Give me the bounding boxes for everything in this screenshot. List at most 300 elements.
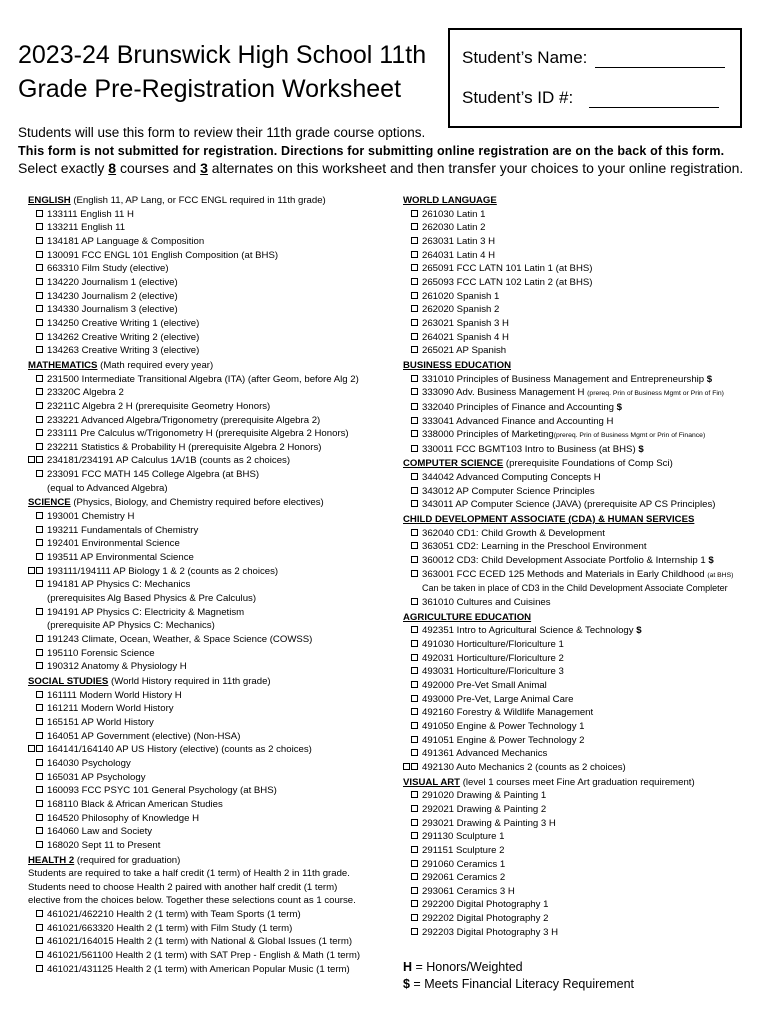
course-item[interactable]: 338000 Principles of Marketing(prereq. Prin of Business Mgmt or Prin of Finance) — [403, 428, 763, 443]
course-label: 168020 Sept 11 to Present — [47, 839, 161, 851]
course-item[interactable] — [403, 803, 763, 817]
checkbox[interactable] — [36, 526, 43, 533]
course-label: 261030 Latin 1 — [422, 208, 486, 220]
social-studies-heading: SOCIAL STUDIES (World History required in 11th grade) — [28, 675, 271, 687]
course-label: 130091 FCC ENGL 101 English Composition (at BHS) — [47, 249, 279, 261]
course-item[interactable] — [28, 303, 398, 317]
course-item[interactable] — [28, 633, 398, 647]
course-label: 232211 Statistics & Probability H (prerequisite Algebra 2 Honors) — [47, 441, 322, 453]
title-line-1: 2023-24 Brunswick High School 11th — [18, 41, 427, 69]
checkbox[interactable] — [411, 626, 418, 633]
checkbox[interactable] — [411, 305, 418, 312]
course-item[interactable] — [403, 344, 763, 358]
course-item[interactable] — [28, 702, 398, 716]
course-item[interactable] — [403, 303, 763, 317]
course-item[interactable] — [28, 757, 398, 771]
course-item[interactable] — [28, 537, 398, 551]
checkbox[interactable] — [36, 759, 43, 766]
checkbox[interactable] — [36, 264, 43, 271]
course-item[interactable] — [403, 485, 763, 499]
course-item[interactable] — [403, 471, 763, 485]
course-item[interactable]: 332040 Principles of Finance and Accounting $ — [403, 401, 763, 415]
course-item[interactable] — [28, 235, 398, 249]
course-item[interactable] — [403, 706, 763, 720]
course-label: 344042 Advanced Computing Concepts H — [422, 472, 601, 484]
course-label: 461021/462210 Health 2 (1 term) with Team Sports (1 term) — [47, 909, 301, 921]
course-item[interactable]: 330011 FCC BGMT103 Intro to Business (at BHS) $ — [403, 443, 763, 457]
course-item[interactable] — [28, 510, 398, 524]
course-item[interactable] — [403, 830, 763, 844]
course-label: 165031 AP Psychology — [47, 771, 146, 783]
health-para-2: Students need to choose Health 2 paired with another half credit (1 term) — [28, 881, 338, 893]
course-label: 492031 Horticulture/Floriculture 2 — [422, 652, 564, 664]
course-item[interactable] — [28, 689, 398, 703]
course-item[interactable] — [403, 317, 763, 331]
course-label: 262020 Spanish 2 — [422, 304, 500, 316]
course-item[interactable] — [403, 912, 763, 926]
course-label: 343012 AP Computer Science Principles — [422, 485, 595, 497]
course-label: 292021 Drawing & Painting 2 — [422, 803, 547, 815]
checkbox[interactable] — [36, 745, 43, 752]
agriculture-section — [403, 611, 763, 775]
course-label: 134230 Journalism 2 (elective) — [47, 290, 178, 302]
course-item[interactable]: 333090 Adv. Business Management H (prereq. Prin of Business Mgmt or Prin of Fin) — [403, 386, 763, 401]
course-item[interactable] — [28, 414, 398, 428]
course-label: 362040 CD1: Child Growth & Development — [422, 527, 605, 539]
health-section — [28, 854, 398, 977]
course-item[interactable] — [403, 720, 763, 734]
checkbox[interactable] — [411, 487, 418, 494]
checkbox[interactable] — [36, 319, 43, 326]
course-item[interactable] — [28, 935, 398, 949]
checkbox[interactable] — [36, 237, 43, 244]
course-label: 461021/431125 Health 2 (1 term) with American Popular Music (1 term) — [47, 963, 350, 975]
course-label: 265021 AP Spanish — [422, 345, 507, 357]
checkbox[interactable] — [411, 278, 418, 285]
checkbox[interactable] — [36, 965, 43, 972]
checkbox[interactable] — [411, 417, 418, 424]
course-note: (prerequisites Alg Based Physics & Pre Calculus) — [47, 593, 257, 605]
course-item[interactable] — [28, 249, 398, 263]
course-item[interactable] — [28, 386, 398, 400]
course-item[interactable] — [403, 817, 763, 831]
course-item[interactable] — [28, 730, 398, 744]
checkbox[interactable] — [36, 512, 43, 519]
course-label: 292061 Ceramics 2 — [422, 872, 506, 884]
checkbox[interactable] — [36, 786, 43, 793]
social-studies-section — [28, 675, 398, 853]
checkbox[interactable] — [36, 910, 43, 917]
course-label: 291060 Ceramics 1 — [422, 858, 506, 870]
course-label: 262030 Latin 2 — [422, 222, 486, 234]
course-item[interactable]: 234181/234191 AP Calculus 1A/1B (counts as 2 choices) — [28, 454, 398, 468]
checkbox[interactable] — [411, 681, 418, 688]
course-item[interactable] — [28, 798, 398, 812]
checkbox[interactable] — [36, 567, 43, 574]
science-section — [28, 496, 398, 674]
course-item[interactable] — [403, 638, 763, 652]
cda-heading: CHILD DEVELOPMENT ASSOCIATE (CDA) & HUMAN SERVICES — [403, 514, 695, 526]
checkbox[interactable] — [411, 223, 418, 230]
course-item[interactable]: 492351 Intro to Agricultural Science & Technology $ — [403, 624, 763, 638]
checkbox[interactable] — [36, 951, 43, 958]
checkbox[interactable] — [411, 819, 418, 826]
course-item[interactable] — [403, 331, 763, 345]
course-item[interactable] — [28, 922, 398, 936]
course-item[interactable] — [403, 498, 763, 512]
course-label: 492160 Forestry & Wildlife Management — [422, 707, 594, 719]
course-item[interactable] — [28, 344, 398, 358]
checkbox[interactable] — [36, 553, 43, 560]
course-label: 292203 Digital Photography 3 H — [422, 926, 559, 938]
checkbox[interactable] — [36, 800, 43, 807]
student-id-field[interactable] — [589, 91, 719, 108]
course-label: 160093 FCC PSYC 101 General Psychology (at BHS) — [47, 785, 277, 797]
checkbox[interactable] — [411, 445, 418, 452]
course-label: 161111 Modern World History H — [47, 689, 182, 701]
course-label: 23320C Algebra 2 — [47, 387, 124, 399]
course-label: 491050 Engine & Power Technology 1 — [422, 720, 585, 732]
checkbox[interactable] — [411, 860, 418, 867]
course-label: 293061 Ceramics 3 H — [422, 885, 515, 897]
checkbox[interactable] — [411, 695, 418, 702]
course-item[interactable] — [28, 276, 398, 290]
checkbox[interactable] — [411, 556, 418, 563]
checkbox[interactable] — [28, 745, 35, 752]
checkbox[interactable] — [36, 416, 43, 423]
checkbox[interactable] — [411, 900, 418, 907]
course-label: 491051 Engine & Power Technology 2 — [422, 734, 585, 746]
agriculture-heading: AGRICULTURE EDUCATION — [403, 611, 532, 623]
course-label: 291020 Drawing & Painting 1 — [422, 790, 547, 802]
checkbox[interactable] — [411, 914, 418, 921]
checkbox[interactable] — [411, 708, 418, 715]
intro-line-2: This form is not submitted for registration. Directions for submitting online registration are on the back of this form. — [18, 144, 725, 158]
course-label: 292200 Digital Photography 1 — [422, 899, 549, 911]
course-item[interactable] — [403, 734, 763, 748]
checkbox[interactable] — [411, 654, 418, 661]
course-label: 233111 Pre Calculus w/Trigonometry H (prerequisite Algebra 2 Honors) — [47, 428, 349, 440]
course-label: 265093 FCC LATN 102 Latin 2 (at BHS) — [422, 276, 593, 288]
course-item[interactable] — [28, 551, 398, 565]
checkbox[interactable] — [36, 841, 43, 848]
checkbox[interactable] — [36, 827, 43, 834]
course-label: 263021 Spanish 3 H — [422, 317, 509, 329]
checkbox[interactable] — [36, 539, 43, 546]
checkbox[interactable] — [36, 470, 43, 477]
course-item[interactable]: 194191 AP Physics C: Electricity & Magnetism — [28, 606, 398, 620]
course-label: 193511 AP Environmental Science — [47, 552, 194, 564]
checkbox[interactable] — [36, 375, 43, 382]
checkbox[interactable] — [36, 773, 43, 780]
course-item[interactable] — [403, 262, 763, 276]
course-label: 133211 English 11 — [47, 222, 126, 234]
course-item[interactable] — [28, 771, 398, 785]
course-item[interactable] — [403, 249, 763, 263]
course-item[interactable] — [403, 693, 763, 707]
checkbox[interactable] — [411, 264, 418, 271]
course-item[interactable] — [28, 221, 398, 235]
checkbox[interactable] — [411, 640, 418, 647]
course-item[interactable] — [403, 898, 763, 912]
course-item[interactable] — [28, 262, 398, 276]
course-item[interactable] — [28, 373, 398, 387]
intro-line-3: Select exactly 8 courses and 3 alternates on this worksheet and then transfer your choices to your online registration. — [18, 160, 744, 176]
title-line-2: Grade Pre-Registration Worksheet — [18, 75, 402, 103]
course-label: 343011 AP Computer Science (JAVA) (prerequisite AP CS Principles) — [422, 499, 716, 511]
computer-science-section — [403, 457, 763, 512]
course-item[interactable]: 492130 Auto Mechanics 2 (counts as 2 choices) — [403, 761, 763, 775]
course-item[interactable] — [403, 871, 763, 885]
english-heading: ENGLISH (English 11, AP Lang, or FCC ENGL required in 11th grade) — [28, 195, 326, 206]
visual-art-heading: VISUAL ART (level 1 courses meet Fine Art graduation requirement) — [403, 776, 695, 788]
checkbox[interactable] — [36, 346, 43, 353]
world-language-section — [403, 194, 763, 358]
course-note: Can be taken in place of CD3 in the Child Development Associate Completer — [422, 583, 728, 594]
course-item[interactable] — [28, 208, 398, 222]
course-label: 134262 Creative Writing 2 (elective) — [47, 331, 200, 343]
checkbox[interactable] — [36, 388, 43, 395]
course-item[interactable] — [28, 812, 398, 826]
business-heading: BUSINESS EDUCATION — [403, 359, 512, 371]
course-item[interactable] — [403, 652, 763, 666]
checkbox[interactable] — [411, 346, 418, 353]
checkbox[interactable] — [411, 251, 418, 258]
course-label: 233221 Advanced Algebra/Trigonometry (prerequisite Algebra 2) — [47, 414, 321, 426]
checkbox[interactable] — [411, 570, 418, 577]
health-heading: HEALTH 2 (required for graduation) — [28, 854, 181, 866]
course-item[interactable] — [28, 716, 398, 730]
checkbox[interactable] — [36, 223, 43, 230]
course-label: 461021/164015 Health 2 (1 term) with National & Global Issues (1 term) — [47, 936, 353, 948]
course-label: 195110 Forensic Science — [47, 647, 155, 659]
course-label: 164520 Philosophy of Knowledge H — [47, 812, 200, 824]
course-label: 493000 Pre-Vet, Large Animal Care — [422, 693, 574, 705]
course-label: 134263 Creative Writing 3 (elective) — [47, 345, 200, 357]
course-item[interactable] — [28, 400, 398, 414]
course-item[interactable] — [28, 949, 398, 963]
checkbox[interactable] — [411, 763, 418, 770]
english-section — [28, 194, 398, 358]
checkbox[interactable] — [411, 237, 418, 244]
right-column — [403, 193, 763, 939]
checkbox[interactable] — [403, 763, 410, 770]
checkbox[interactable] — [411, 736, 418, 743]
course-item[interactable] — [403, 858, 763, 872]
checkbox[interactable] — [411, 388, 418, 395]
checkbox[interactable] — [28, 567, 35, 574]
checkbox[interactable] — [411, 887, 418, 894]
course-item[interactable] — [28, 908, 398, 922]
checkbox[interactable] — [36, 580, 43, 587]
course-item[interactable] — [403, 290, 763, 304]
checkbox[interactable] — [411, 500, 418, 507]
course-item[interactable] — [403, 221, 763, 235]
checkbox[interactable] — [36, 429, 43, 436]
checkbox[interactable] — [411, 473, 418, 480]
checkbox[interactable] — [36, 333, 43, 340]
checkbox[interactable] — [411, 333, 418, 340]
course-item[interactable] — [403, 235, 763, 249]
course-item[interactable] — [28, 331, 398, 345]
course-item[interactable]: 164141/164140 AP US History (elective) (counts as 2 choices) — [28, 743, 398, 757]
legend — [403, 959, 634, 993]
course-item[interactable] — [28, 839, 398, 853]
checkbox[interactable] — [36, 662, 43, 669]
world-language-heading: WORLD LANGUAGE — [403, 195, 497, 206]
checkbox[interactable] — [411, 542, 418, 549]
course-item[interactable] — [403, 679, 763, 693]
checkbox[interactable] — [411, 667, 418, 674]
course-label: 193001 Chemistry H — [47, 511, 135, 523]
checkbox[interactable] — [411, 319, 418, 326]
course-item[interactable] — [403, 527, 763, 541]
checkbox[interactable] — [411, 846, 418, 853]
checkbox[interactable] — [411, 292, 418, 299]
math-heading: MATHEMATICS (Math required every year) — [28, 359, 214, 371]
cda-section — [403, 513, 763, 610]
intro-line-1: Students will use this form to review their 11th grade course options. — [18, 125, 426, 140]
course-label: 134250 Creative Writing 1 (elective) — [47, 317, 200, 329]
course-label: 492000 Pre-Vet Small Animal — [422, 679, 547, 691]
checkbox[interactable] — [36, 924, 43, 931]
course-label: 164051 AP Government (elective) (Non-HSA) — [47, 730, 241, 742]
course-label: 192401 Environmental Science — [47, 538, 180, 550]
course-label: 161211 Modern World History — [47, 703, 174, 715]
checkbox[interactable] — [36, 814, 43, 821]
checkbox[interactable] — [411, 928, 418, 935]
course-item[interactable] — [403, 926, 763, 940]
checkbox[interactable] — [36, 691, 43, 698]
course-label: 663310 Film Study (elective) — [47, 263, 169, 275]
course-label: 292202 Digital Photography 2 — [422, 913, 549, 925]
checkbox[interactable] — [411, 375, 418, 382]
course-item[interactable] — [28, 963, 398, 977]
legend-financial: $ = Meets Financial Literacy Requirement — [403, 977, 635, 991]
checkbox[interactable] — [28, 456, 35, 463]
checkbox[interactable] — [411, 722, 418, 729]
checkbox[interactable] — [36, 278, 43, 285]
course-label: 133111 English 11 H — [47, 208, 134, 220]
business-section — [403, 359, 763, 457]
course-label: 134220 Journalism 1 (elective) — [47, 276, 178, 288]
checkbox[interactable] — [36, 292, 43, 299]
checkbox[interactable] — [36, 251, 43, 258]
course-item[interactable] — [403, 276, 763, 290]
course-item[interactable] — [28, 784, 398, 798]
course-note: (prerequisite AP Physics C: Mechanics) — [47, 620, 215, 632]
course-item[interactable] — [28, 441, 398, 455]
checkbox[interactable] — [36, 732, 43, 739]
course-label: 165151 AP World History — [47, 716, 154, 728]
course-item[interactable] — [403, 885, 763, 899]
course-label: 491030 Horticulture/Floriculture 1 — [422, 639, 564, 650]
course-item[interactable] — [28, 524, 398, 538]
visual-art-section — [403, 776, 763, 940]
course-item[interactable] — [403, 208, 763, 222]
course-label: 493031 Horticulture/Floriculture 3 — [422, 666, 564, 678]
checkbox[interactable] — [36, 456, 43, 463]
student-info-box — [448, 28, 742, 128]
checkbox[interactable] — [411, 403, 418, 410]
course-item[interactable]: 233091 FCC MATH 145 College Algebra (at BHS) — [28, 468, 398, 482]
checkbox[interactable] — [411, 873, 418, 880]
checkbox[interactable] — [36, 635, 43, 642]
checkbox[interactable] — [36, 649, 43, 656]
checkbox[interactable] — [411, 805, 418, 812]
course-item[interactable] — [28, 427, 398, 441]
course-item[interactable]: 333041 Advanced Finance and Accounting H — [403, 415, 763, 429]
course-label: 291151 Sculpture 2 — [422, 844, 505, 856]
course-label: 363051 CD2: Learning in the Preschool Environment — [422, 541, 647, 553]
course-item[interactable] — [28, 647, 398, 661]
checkbox[interactable] — [411, 210, 418, 217]
student-name-field[interactable] — [595, 51, 725, 68]
computer-science-heading: COMPUTER SCIENCE (prerequisite Foundations of Comp Sci) — [403, 458, 673, 470]
checkbox[interactable] — [36, 443, 43, 450]
course-item[interactable] — [403, 540, 763, 554]
left-column — [28, 193, 398, 976]
student-name-row — [462, 48, 725, 68]
course-label: 265091 FCC LATN 101 Latin 1 (at BHS) — [422, 263, 593, 275]
course-label: 263031 Latin 3 H — [422, 235, 496, 247]
checkbox[interactable] — [411, 832, 418, 839]
course-item[interactable] — [403, 747, 763, 761]
checkbox[interactable] — [411, 430, 418, 437]
course-note: (equal to Advanced Algebra) — [47, 482, 168, 494]
course-label: 491361 Advanced Mechanics — [422, 748, 548, 760]
course-item[interactable]: 194181 AP Physics C: Mechanics — [28, 578, 398, 592]
course-item[interactable] — [28, 825, 398, 839]
legend-honors: H = Honors/Weighted — [403, 960, 523, 974]
checkbox[interactable] — [411, 749, 418, 756]
course-label: 134330 Journalism 3 (elective) — [47, 304, 178, 316]
course-item[interactable]: 331010 Principles of Business Management and Entrepreneurship $ — [403, 373, 763, 387]
checkbox[interactable] — [36, 210, 43, 217]
checkbox[interactable] — [36, 305, 43, 312]
checkbox[interactable] — [36, 704, 43, 711]
checkbox[interactable] — [36, 608, 43, 615]
course-item[interactable] — [28, 660, 398, 674]
health-para-3: elective from the choices below. Together these selections count as 1 course. — [28, 895, 356, 907]
course-item[interactable] — [403, 789, 763, 803]
checkbox[interactable] — [411, 791, 418, 798]
course-item[interactable] — [28, 317, 398, 331]
math-section — [28, 359, 398, 496]
course-label: 461021/561100 Health 2 (1 term) with SAT Prep - English & Math (1 term) — [47, 950, 361, 962]
course-item[interactable] — [403, 844, 763, 858]
course-label: 231500 Intermediate Transitional Algebra (ITA) (after Geom, before Alg 2) — [47, 373, 359, 385]
checkbox[interactable] — [36, 402, 43, 409]
course-label: 134181 AP Language & Composition — [47, 235, 205, 247]
course-item[interactable] — [403, 665, 763, 679]
course-item[interactable]: 360012 CD3: Child Development Associate Portfolio & Internship 1 $ — [403, 554, 763, 568]
checkbox[interactable] — [411, 598, 418, 605]
course-item[interactable]: 361010 Cultures and Cuisines — [403, 596, 763, 610]
page-title — [18, 38, 448, 106]
checkbox[interactable] — [36, 718, 43, 725]
course-item[interactable] — [28, 290, 398, 304]
course-label: 193211 Fundamentals of Chemistry — [47, 524, 199, 536]
checkbox[interactable] — [411, 529, 418, 536]
course-label: 291130 Sculpture 1 — [422, 831, 505, 843]
course-item[interactable]: 193111/194111 AP Biology 1 & 2 (counts as 2 choices) — [28, 565, 398, 579]
student-id-label: Student’s ID #: — [462, 88, 574, 107]
course-item[interactable]: 363001 FCC ECED 125 Methods and Materials in Early Childhood (at BHS) — [403, 568, 763, 583]
checkbox[interactable] — [36, 937, 43, 944]
course-label: 164030 Psychology — [47, 757, 131, 769]
course-label: 190312 Anatomy & Physiology H — [47, 661, 187, 673]
